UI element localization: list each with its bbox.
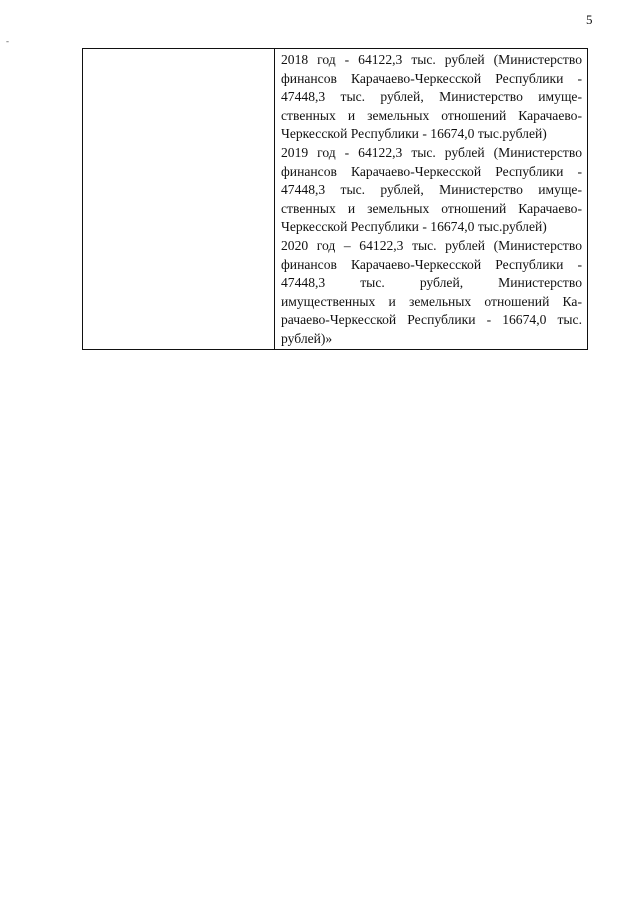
table-row (83, 49, 588, 350)
funding-2020-paragraph: 2020 год – 64122,3 тыс. рублей (Министерство финансов Карачаево-Черкесской Республики - 47448,3 тыс. рублей, Министерство имущественных и земельных отношений Карачаево-Черкесской Республики - 16674,0 тыс. рублей)» (281, 237, 582, 346)
funding-2019-paragraph: 2019 год - 64122,3 тыс. рублей (Министерство финансов Карачаево-Черкесской Республики - 47448,3 тыс. рублей, Министерство имущественных и земельных отношений Карачаево-Черкесской Республики - 16674,0 тыс.рублей) (281, 144, 582, 235)
document-table (82, 48, 588, 350)
page-number: 5 (586, 12, 593, 27)
table-cell-empty (83, 49, 275, 350)
margin-mark: - (6, 36, 9, 46)
funding-2018-paragraph: 2018 год - 64122,3 тыс. рублей (Министерство финансов Карачаево-Черкесской Республики - 47448,3 тыс. рублей, Министерство имущественных и земельных отношений Карачаево-Черкесской Республики - 16674,0 тыс.рублей) (281, 52, 582, 142)
table-cell-funding (275, 49, 588, 350)
